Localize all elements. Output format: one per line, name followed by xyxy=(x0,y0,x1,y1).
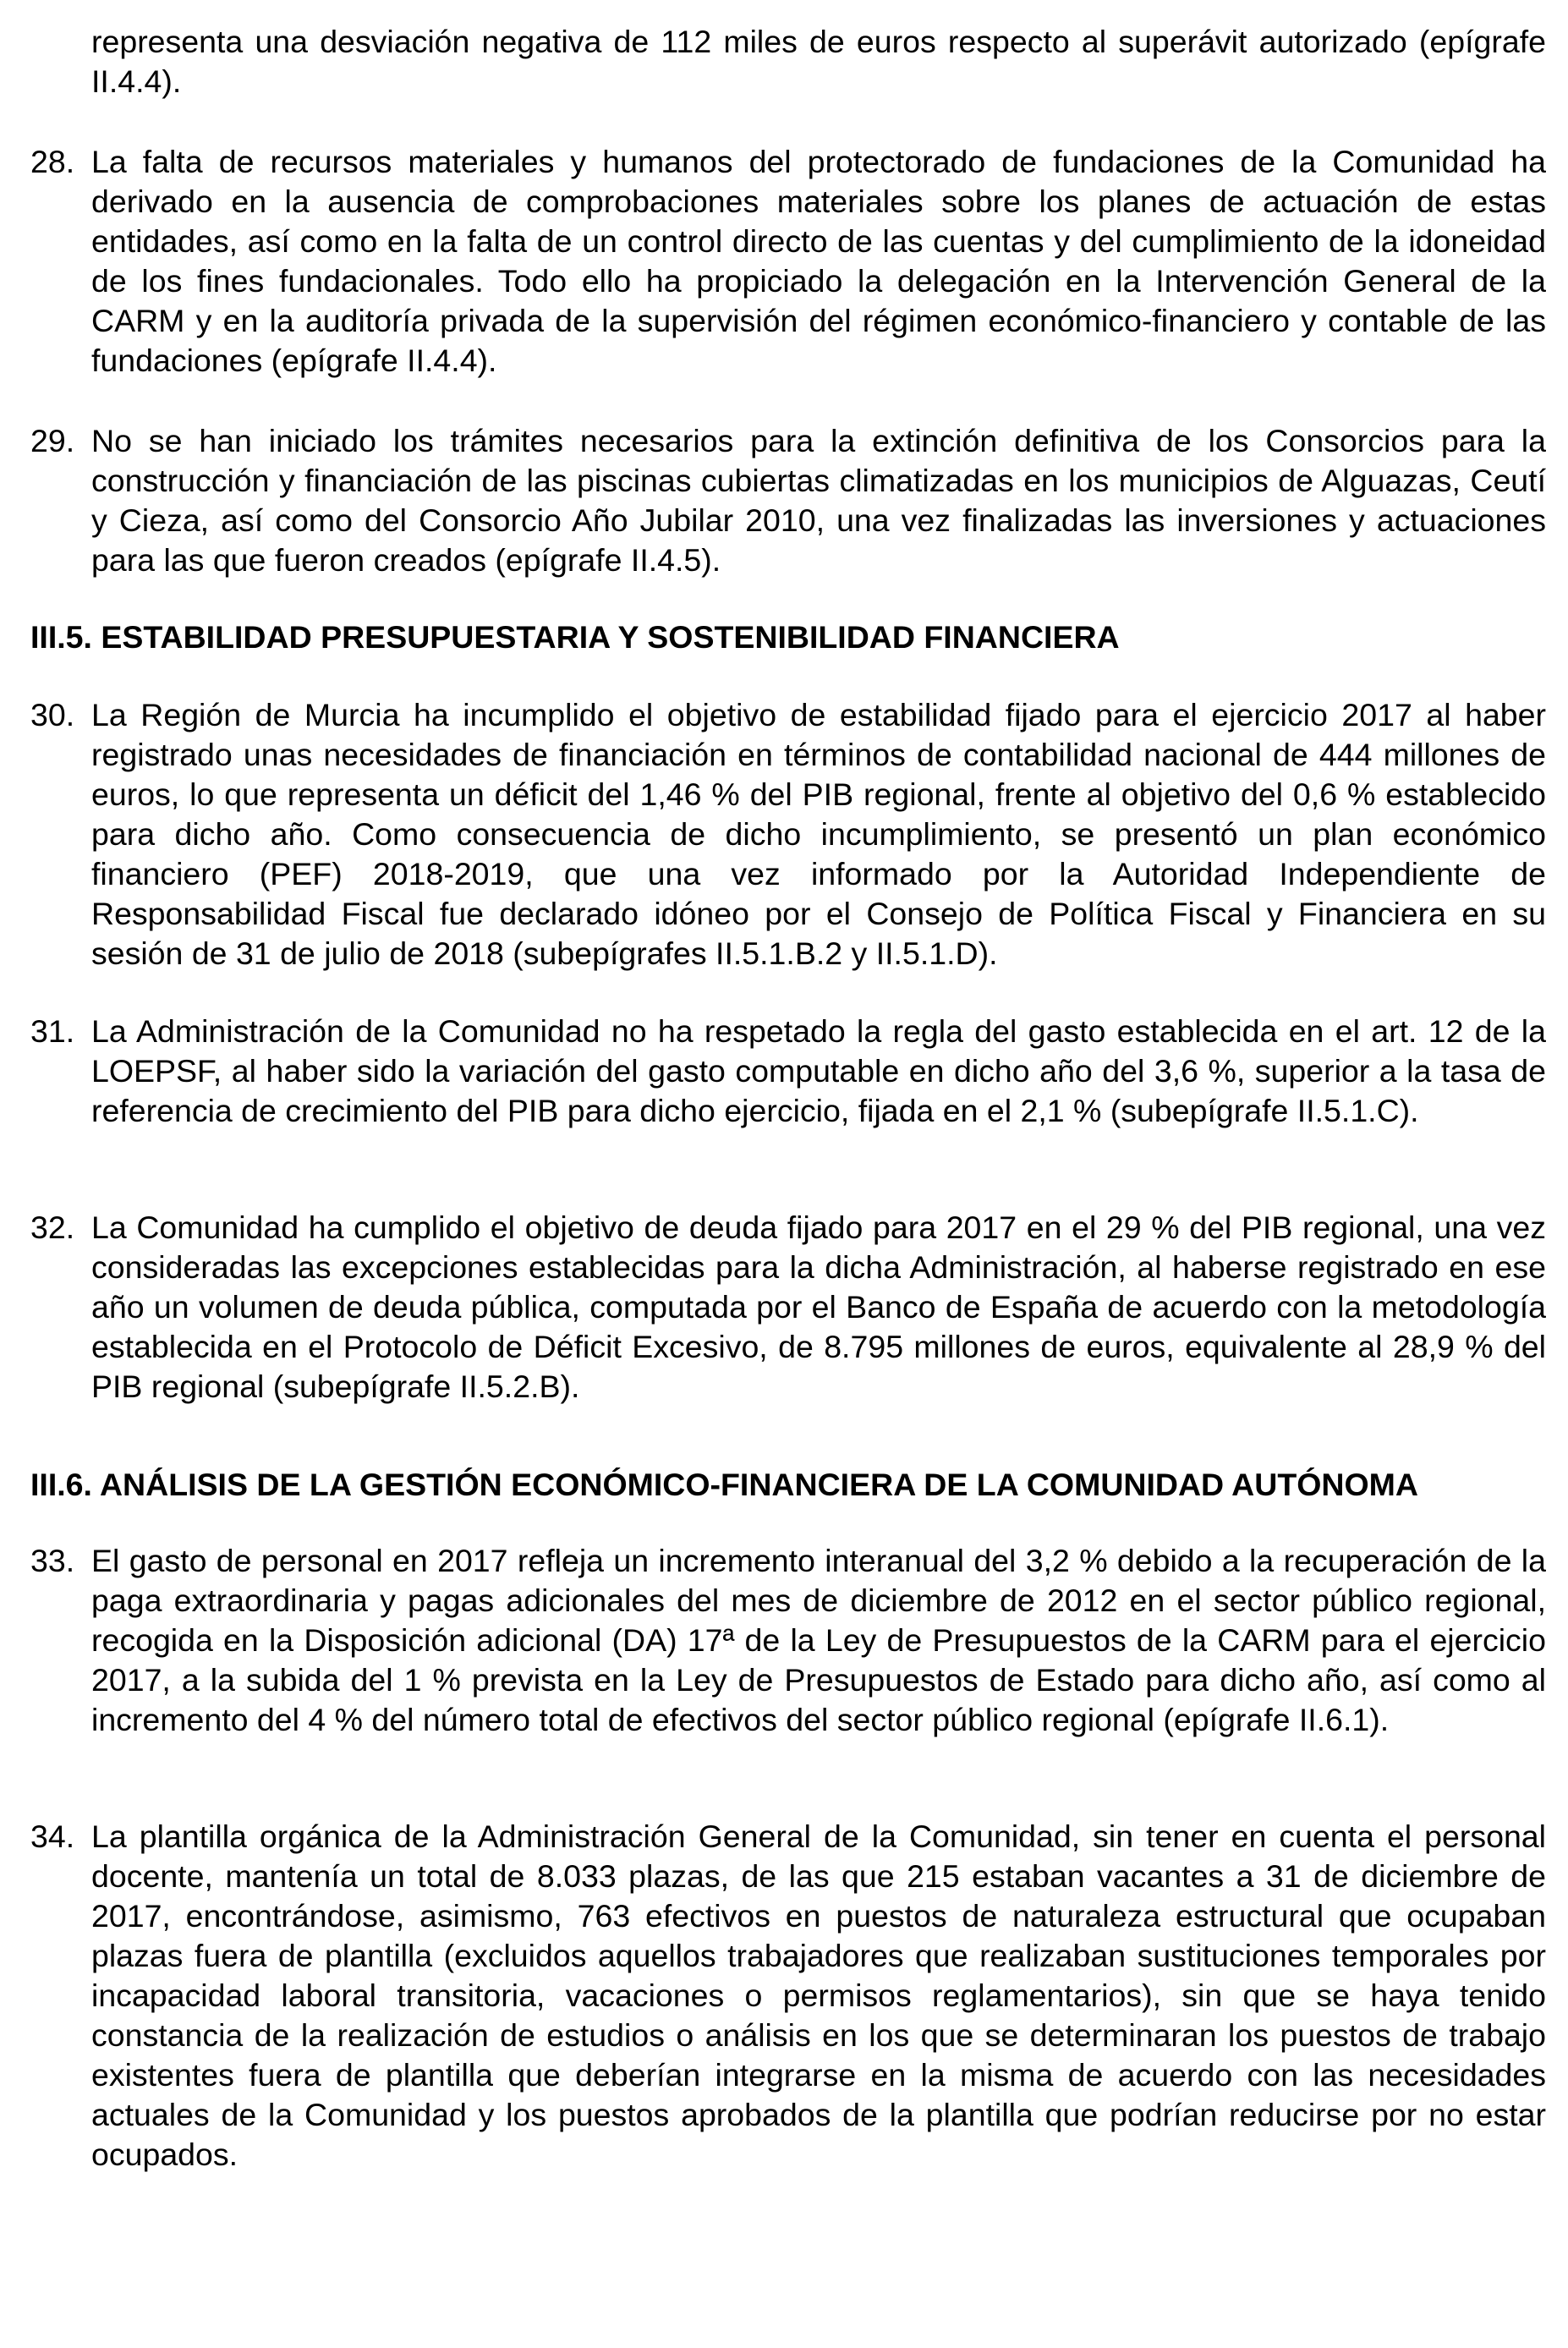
paragraph-34 xyxy=(30,1817,1546,2175)
paragraph-text: No se han iniciado los trámites necesarios para la extinción definitiva de los Consorcios para la construcción y financiación de las piscinas cubiertas climatizadas en los municipios de Alguazas, Ceutí y Cieza, así como del Consorcio Año Jubilar 2010, una vez finalizadas las inversiones y actuaciones para las que fueron creados (epígrafe II.4.5). xyxy=(91,423,1546,578)
paragraph-29 xyxy=(30,421,1546,580)
paragraph-text: La Comunidad ha cumplido el objetivo de deuda fijado para 2017 en el 29 % del PIB regional, una vez consideradas las excepciones establecidas para la dicha Administración, al haberse registrado en ese año un volumen de deuda pública, computada por el Banco de España de acuerdo con la metodología establecida en el Protocolo de Déficit Excesivo, de 8.795 millones de euros, equivalente al 28,9 % del PIB regional (subepígrafe II.5.2.B). xyxy=(91,1210,1546,1404)
paragraph-continuation xyxy=(91,22,1546,101)
paragraph-text: La Región de Murcia ha incumplido el objetivo de estabilidad fijado para el ejercicio 2017 al haber registrado unas necesidades de financiación en términos de contabilidad nacional de 444 millones de euros, lo que representa un déficit del 1,46 % del PIB regional, frente al objetivo del 0,6 % establecido para dicho año. Como consecuencia de dicho incumplimiento, se presentó un plan económico financiero (PEF) 2018-2019, que una vez informado por la Autoridad Independiente de Responsabilidad Fiscal fue declarado idóneo por el Consejo de Política Fiscal y Financiera en su sesión de 31 de julio de 2018 (subepígrafes II.5.1.B.2 y II.5.1.D). xyxy=(91,697,1546,971)
section-heading-iii-6 xyxy=(30,1465,1544,1505)
paragraph-text: La plantilla orgánica de la Administración General de la Comunidad, sin tener en cuenta el personal docente, mantenía un total de 8.033 plazas, de las que 215 estaban vacantes a 31 de diciembre de 2017, encontrándose, asimismo, 763 efectivos en puestos de naturaleza estructural que ocupaban plazas fuera de plantilla (excluidos aquellos trabajadores que realizaban sustituciones temporales por incapacidad laboral transitoria, vacaciones o permisos reglamentarios), sin que se haya tenido constancia de la realización de estudios o análisis en los que se determinaran los puestos de trabajo existentes fuera de plantilla que deberían integrarse en la misma de acuerdo con las necesidades actuales de la Comunidad y los puestos aprobados de la plantilla que podrían reducirse por no estar ocupados. xyxy=(91,1819,1546,2172)
paragraph-32 xyxy=(30,1208,1546,1407)
paragraph-28 xyxy=(30,142,1546,381)
paragraph-number: 34. xyxy=(30,1819,75,1854)
paragraph-text: La Administración de la Comunidad no ha respetado la regla del gasto establecida en el art. 12 de la LOEPSF, al haber sido la variación del gasto computable en dicho año del 3,6 %, superior a la tasa de referencia de crecimiento del PIB para dicho ejercicio, fijada en el 2,1 % (subepígrafe II.5.1.C). xyxy=(91,1013,1546,1128)
paragraph-number: 30. xyxy=(30,697,75,732)
paragraph-30 xyxy=(30,695,1546,974)
paragraph-number: 31. xyxy=(30,1013,75,1049)
section-heading-iii-5 xyxy=(30,617,1544,657)
paragraph-33 xyxy=(30,1541,1546,1740)
heading-text: III.5. ESTABILIDAD PRESUPUESTARIA Y SOSTENIBILIDAD FINANCIERA xyxy=(30,619,1120,655)
paragraph-number: 33. xyxy=(30,1543,75,1578)
paragraph-number: 28. xyxy=(30,144,75,179)
paragraph-number: 29. xyxy=(30,423,75,458)
paragraph-number: 32. xyxy=(30,1210,75,1245)
paragraph-text: La falta de recursos materiales y humanos del protectorado de fundaciones de la Comunidad ha derivado en la ausencia de comprobaciones materiales sobre los planes de actuación de estas entidades, así como en la falta de un control directo de las cuentas y del cumplimiento de la idoneidad de los fines fundacionales. Todo ello ha propiciado la delegación en la Intervención General de la CARM y en la auditoría privada de la supervisión del régimen económico-financiero y contable de las fundaciones (epígrafe II.4.4). xyxy=(91,144,1546,378)
paragraph-text: El gasto de personal en 2017 refleja un incremento interanual del 3,2 % debido a la recuperación de la paga extraordinaria y pagas adicionales del mes de diciembre de 2012 en el sector público regional, recogida en la Disposición adicional (DA) 17ª de la Ley de Presupuestos de la CARM para el ejercicio 2017, a la subida del 1 % prevista en la Ley de Presupuestos de Estado para dicho año, así como al incremento del 4 % del número total de efectivos del sector público regional (epígrafe II.6.1). xyxy=(91,1543,1546,1737)
paragraph-text: representa una desviación negativa de 112 miles de euros respecto al superávit autorizado (epígrafe II.4.4). xyxy=(91,24,1546,99)
paragraph-31 xyxy=(30,1012,1546,1131)
heading-text: III.6. ANÁLISIS DE LA GESTIÓN ECONÓMICO-FINANCIERA DE LA COMUNIDAD AUTÓNOMA xyxy=(30,1467,1418,1502)
